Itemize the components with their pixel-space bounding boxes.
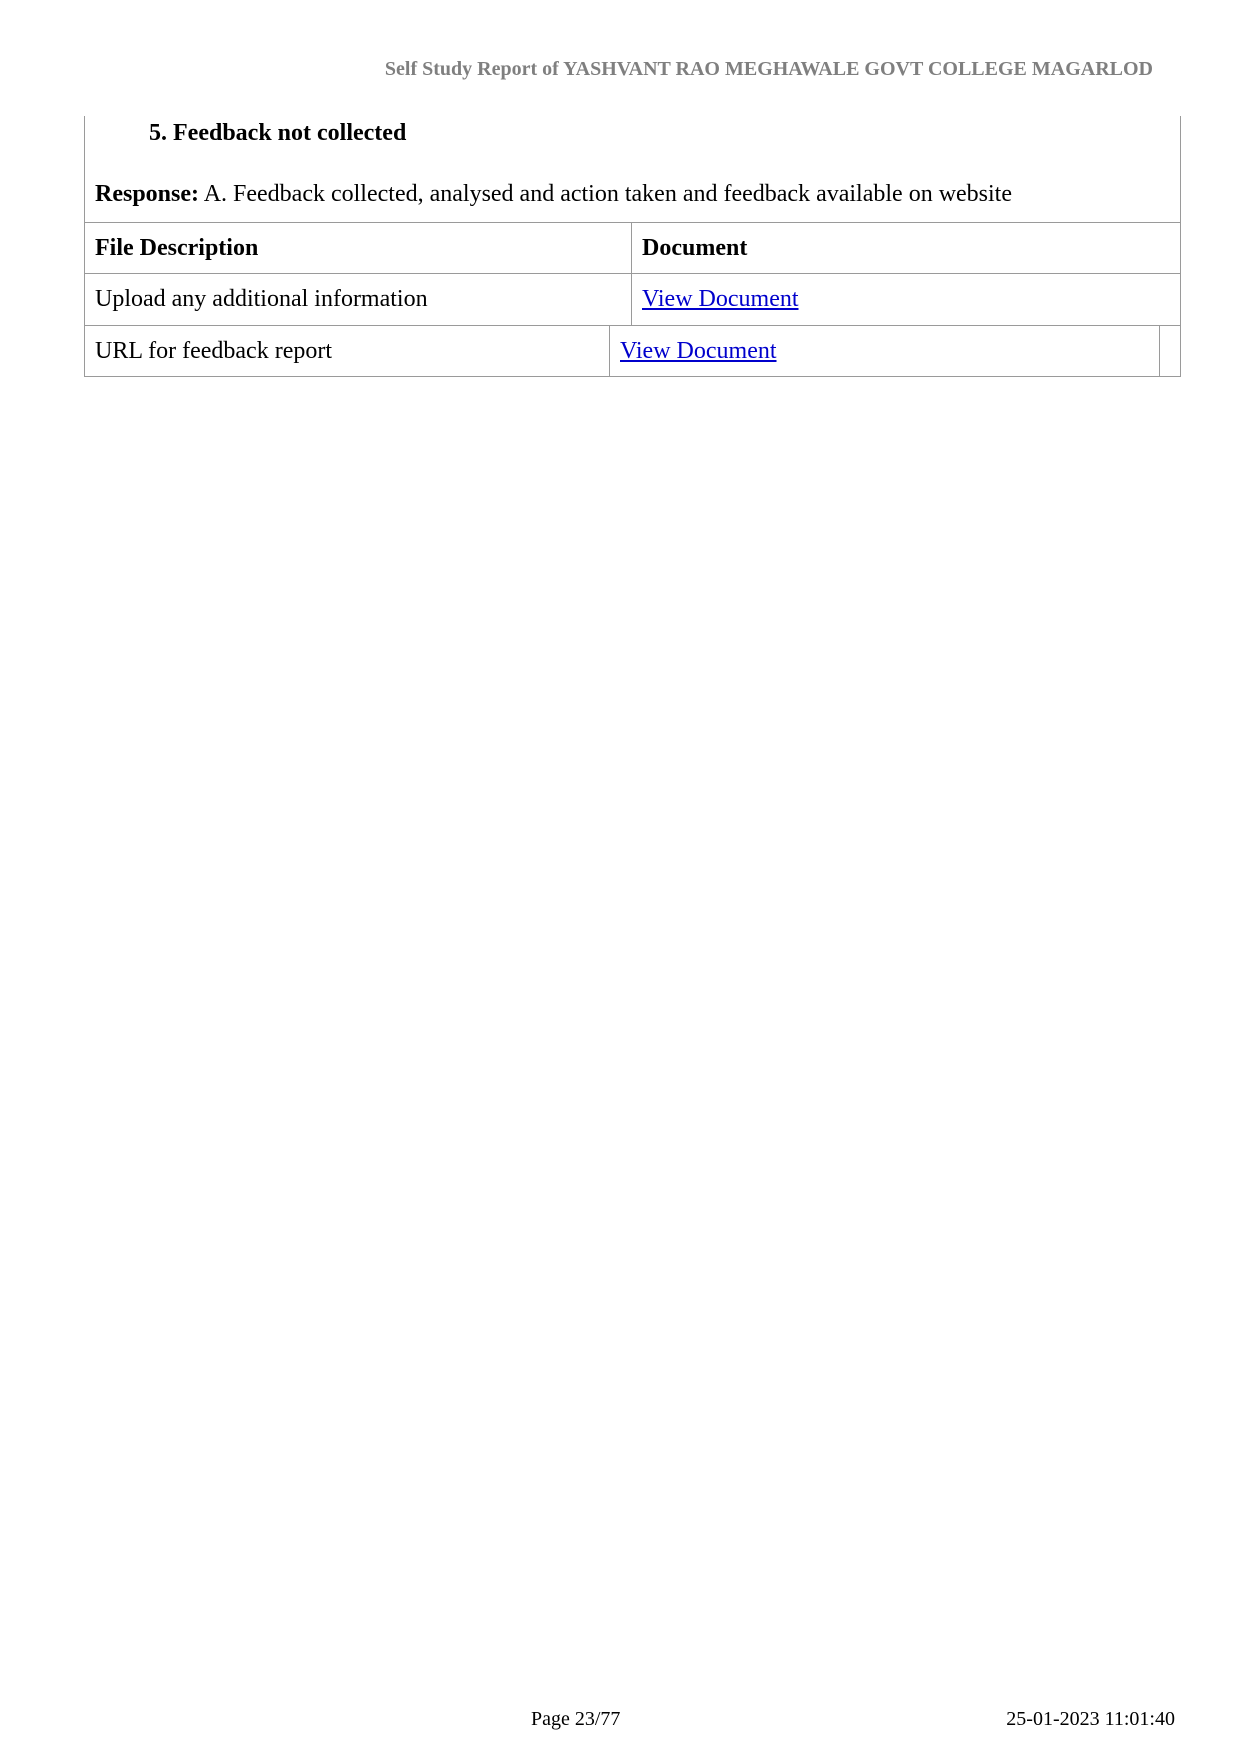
file-description-cell: URL for feedback report (95, 338, 332, 364)
file-description-cell: Upload any additional information (95, 286, 428, 312)
response-text: A. Feedback collected, analysed and action taken and feedback available on website (199, 181, 1013, 207)
view-document-link[interactable]: View Document (620, 338, 777, 364)
generated-datetime: 25-01-2023 11:01:40 (1006, 1708, 1175, 1730)
table-row (85, 273, 1180, 325)
document-cell (609, 326, 1160, 377)
question-box (84, 116, 1181, 222)
page-number: Page 23/77 (531, 1708, 621, 1730)
option-text: 5. Feedback not collected (149, 120, 407, 146)
file-table (84, 222, 1181, 377)
report-header: Self Study Report of YASHVANT RAO MEGHAWALE GOVT COLLEGE MAGARLOD (384, 58, 1153, 80)
response-line (95, 181, 1012, 208)
table-row (85, 325, 1180, 377)
view-document-link[interactable]: View Document (642, 286, 799, 312)
table-header-row (85, 222, 1180, 274)
document-cell (631, 274, 1180, 325)
response-label: Response: (95, 181, 200, 207)
column-header-file-description: File Description (95, 235, 259, 261)
column-header-document: Document (631, 223, 1180, 274)
